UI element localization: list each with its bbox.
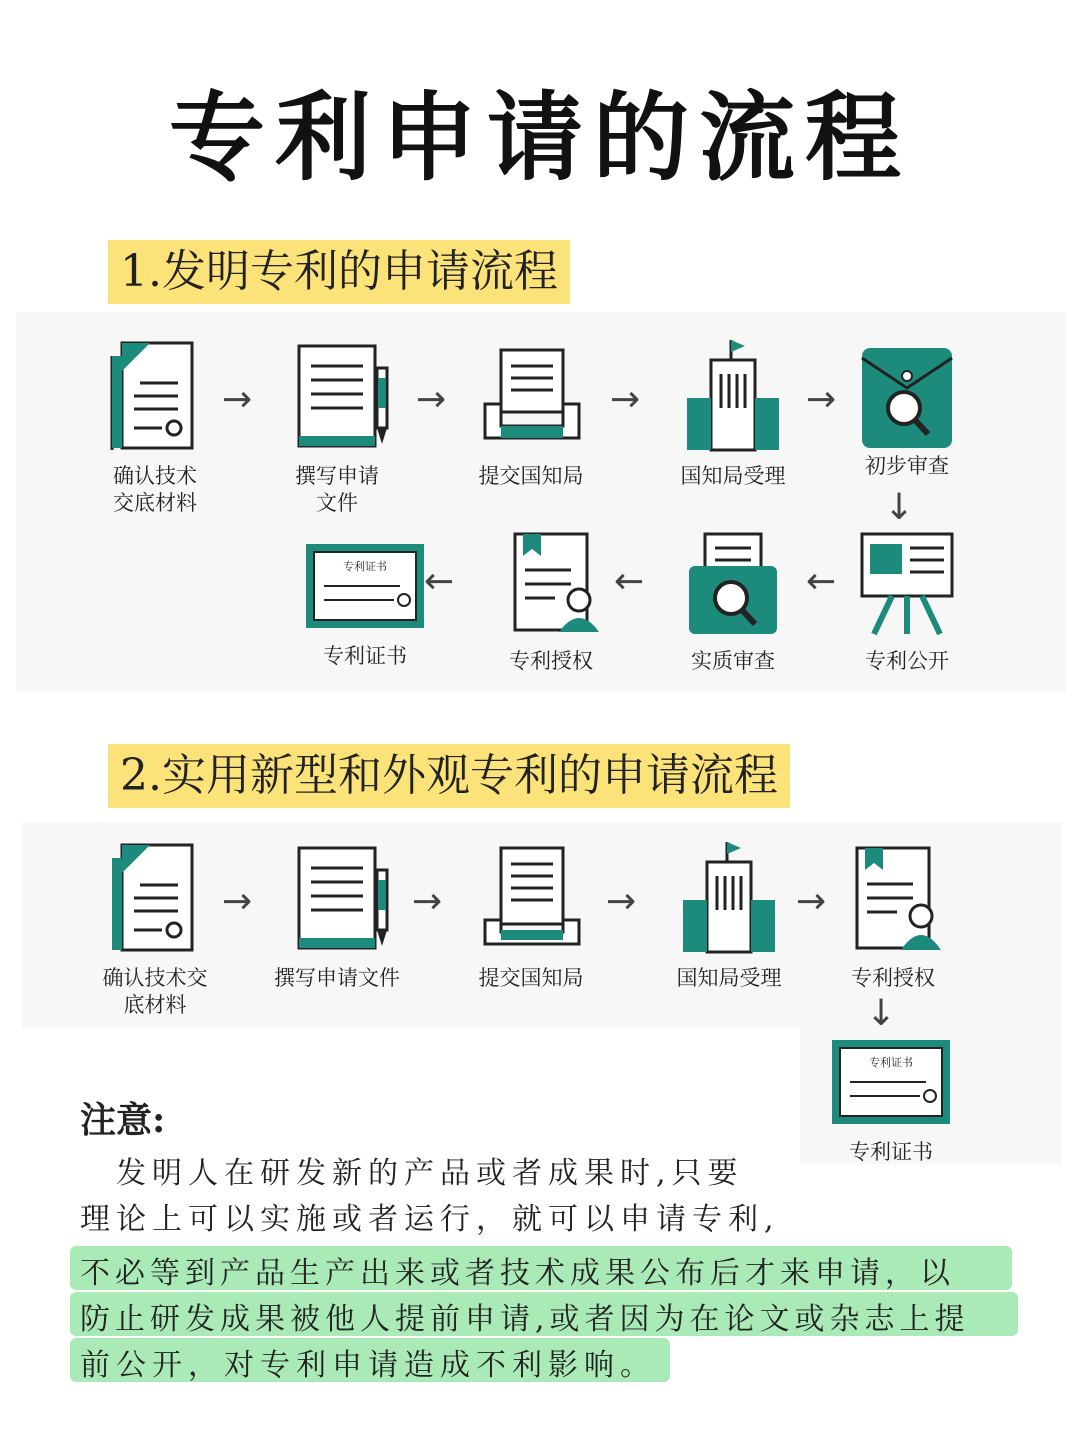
- note-line: 不必等到产品生产出来或者技术成果公布后才来申请，以: [80, 1256, 955, 1291]
- s2-step-2: [262, 840, 412, 992]
- arrow-right-icon: →: [222, 379, 253, 420]
- step-label-2: 文件: [316, 491, 358, 515]
- s1-step-3: [456, 338, 606, 490]
- svg-text:专利证书: 专利证书: [869, 1056, 913, 1069]
- arrow-right-icon: →: [806, 379, 837, 420]
- arrow-right-icon: →: [416, 379, 447, 420]
- note-title: 注意:: [80, 1099, 166, 1141]
- step-label: 专利证书: [323, 644, 407, 668]
- folder-search-icon: [673, 528, 793, 638]
- patent-certificate-icon: [300, 538, 430, 633]
- step-label: 确认技术: [113, 464, 197, 488]
- s1-step-4: [658, 338, 808, 490]
- arrow-right-icon: →: [222, 881, 253, 922]
- note-line: 理论上可以实施或者运行，就可以申请专利,: [80, 1202, 780, 1237]
- note-line: 发明人在研发新的产品或者成果时,只要: [80, 1156, 744, 1191]
- page-title: 专利申请的流程: [169, 81, 911, 194]
- submit-tray-icon: [471, 338, 591, 453]
- envelope-search-icon: [852, 338, 962, 453]
- arrow-right-icon: →: [412, 881, 443, 922]
- step-label: 提交国知局: [478, 464, 584, 488]
- note-line: 防止研发成果被他人提前申请,或者因为在论文或杂志上提: [80, 1302, 970, 1337]
- write-pen-icon: [277, 840, 397, 955]
- note-line: 前公开，对专利申请造成不利影响。: [80, 1348, 656, 1383]
- s2-step-3: [456, 840, 606, 992]
- submit-tray-icon: [471, 840, 591, 955]
- step-label: 实质审查: [691, 649, 775, 673]
- s2-step-6: [806, 1034, 976, 1166]
- step-label-2: 底材料: [123, 993, 187, 1017]
- section2-heading: 2.实用新型和外观专利的申请流程: [108, 744, 790, 808]
- svg-text:专利证书: 专利证书: [343, 560, 387, 573]
- arrow-down-icon: ↓: [866, 993, 897, 1034]
- s1-step-7: [658, 528, 808, 675]
- s1-step-8: [476, 528, 626, 675]
- s1-step-5: [832, 338, 982, 480]
- step-label: 专利授权: [509, 649, 593, 673]
- arrow-left-icon: ←: [806, 561, 837, 602]
- s2-step-4: [654, 840, 804, 992]
- s1-step-9: [280, 538, 450, 670]
- s1-step-6: [832, 528, 982, 675]
- arrow-right-icon: →: [796, 881, 827, 922]
- step-label: 专利授权: [851, 966, 935, 990]
- document-icon: [100, 338, 210, 453]
- certificate-person-icon: [491, 528, 611, 638]
- arrow-right-icon: →: [606, 881, 637, 922]
- step-label: 国知局受理: [680, 464, 786, 488]
- patent-certificate-icon: [826, 1034, 956, 1129]
- s1-step-1: [80, 338, 230, 517]
- arrow-left-icon: ←: [424, 561, 455, 602]
- step-label: 专利证书: [849, 1140, 933, 1164]
- arrow-right-icon: →: [610, 379, 641, 420]
- step-label: 国知局受理: [676, 966, 782, 990]
- arrow-down-icon: ↓: [884, 487, 915, 528]
- step-label: 撰写申请: [295, 464, 379, 488]
- step-label: 初步审查: [865, 454, 949, 478]
- step-label-2: 交底材料: [113, 491, 197, 515]
- s1-step-2: [262, 338, 412, 517]
- easel-board-icon: [852, 528, 962, 638]
- document-icon: [100, 840, 210, 955]
- building-flag-icon: [669, 840, 789, 955]
- step-label: 专利公开: [865, 649, 949, 673]
- building-flag-icon: [673, 338, 793, 453]
- step-label: 撰写申请文件: [274, 966, 400, 990]
- section1-heading: 1.发明专利的申请流程: [108, 240, 570, 304]
- s2-step-5: [818, 840, 968, 992]
- certificate-person-icon: [833, 840, 953, 955]
- s2-step-1: [80, 840, 230, 1019]
- step-label: 确认技术交: [102, 966, 208, 990]
- arrow-left-icon: ←: [614, 561, 645, 602]
- step-label: 提交国知局: [478, 966, 584, 990]
- write-pen-icon: [277, 338, 397, 453]
